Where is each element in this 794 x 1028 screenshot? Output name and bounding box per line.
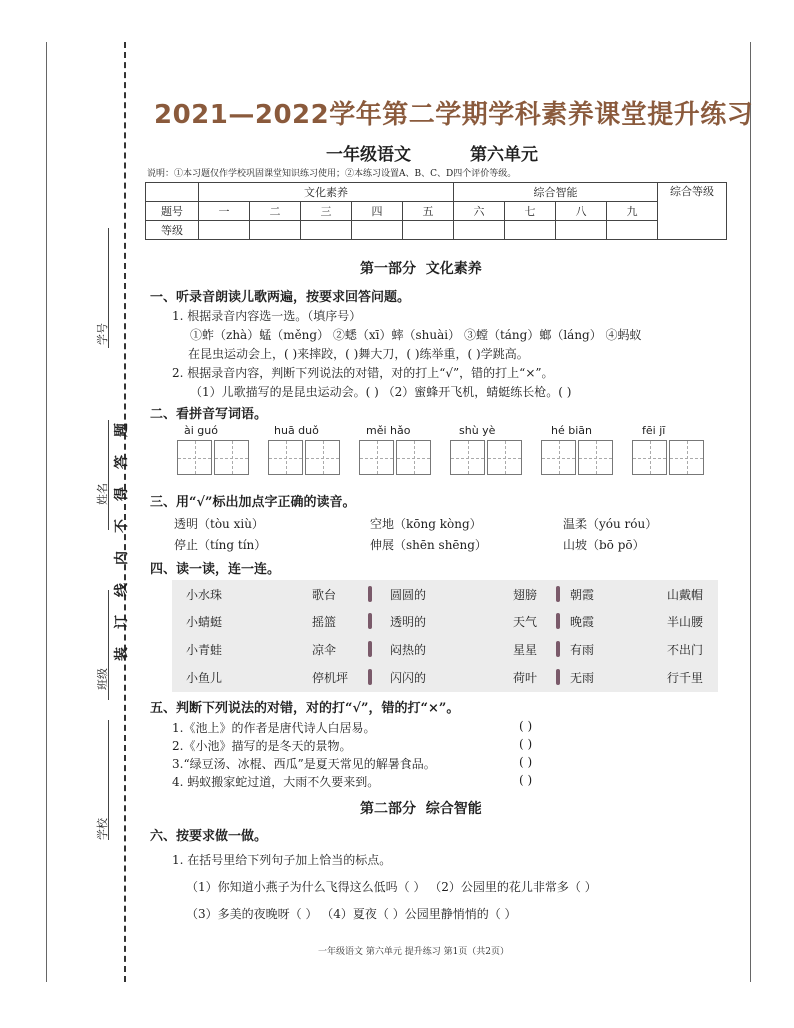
grade-cell[interactable] — [250, 221, 301, 240]
seal-char: 订 — [114, 615, 130, 629]
match-col6[interactable]: 行千里 — [667, 671, 704, 685]
match-col5[interactable]: 无雨 — [570, 671, 595, 685]
match-col4[interactable]: 天气 — [513, 615, 538, 629]
xingming-blank[interactable] — [108, 420, 109, 530]
judge-item: 4. 蚂蚁搬家蛇过道，大雨不久要来到。 — [172, 775, 380, 789]
seal-char: 线 — [114, 583, 130, 597]
writing-box[interactable] — [177, 440, 212, 475]
reading-item[interactable]: 停止（tíng tín） — [174, 538, 267, 552]
matching-area — [172, 580, 718, 692]
divider-bar — [556, 669, 560, 685]
col-num: 一 — [199, 202, 250, 221]
match-col2[interactable]: 凉伞 — [312, 643, 337, 657]
judge-paren[interactable]: ( ) — [519, 737, 533, 751]
col-num: 二 — [250, 202, 301, 221]
writing-box[interactable] — [541, 440, 576, 475]
q2-heading: 二、看拼音写词语。 — [150, 407, 268, 422]
page-footer: 一年级语文 第六单元 提升练习 第1页（共2页） — [318, 947, 510, 957]
xuexiao-label: 学校 — [96, 818, 109, 840]
row-label-dengji: 等级 — [146, 221, 199, 240]
judge-item: 2.《小池》描写的是冬天的景物。 — [172, 739, 352, 753]
q4-heading: 四、读一读，连一连。 — [150, 562, 281, 577]
match-col5[interactable]: 有雨 — [570, 643, 595, 657]
grade-cell[interactable] — [301, 221, 352, 240]
divider-bar — [368, 669, 372, 685]
match-col1[interactable]: 小青蛙 — [186, 643, 223, 657]
pinyin-1: ài guó — [184, 424, 218, 437]
pinyin-4: shù yè — [459, 424, 496, 437]
seal-char: 内 — [114, 551, 130, 565]
col-num: 八 — [556, 202, 607, 221]
banji-label: 班级 — [96, 668, 109, 690]
col-num: 七 — [505, 202, 556, 221]
reading-item[interactable]: 透明（tòu xiù） — [174, 517, 264, 531]
match-col6[interactable]: 不出门 — [667, 643, 704, 657]
group-zonghe: 综合智能 — [454, 183, 658, 202]
pinyin-5: hé biān — [551, 424, 592, 437]
grade-cell[interactable] — [505, 221, 556, 240]
col-num: 九 — [607, 202, 658, 221]
pinyin-2: huā duǒ — [274, 424, 319, 437]
seal-char: 装 — [114, 647, 130, 661]
part2-heading — [360, 798, 482, 818]
writing-box[interactable] — [669, 440, 704, 475]
xingming-label: 姓名 — [96, 483, 109, 505]
match-col6[interactable]: 半山腰 — [667, 615, 704, 629]
seal-char: 答 — [114, 455, 130, 469]
unit-name: 第六单元 — [470, 145, 538, 165]
match-col1[interactable]: 小鱼儿 — [186, 671, 223, 685]
grade-table — [145, 182, 727, 240]
part1-label: 第一部分 — [360, 261, 416, 277]
part1-heading — [360, 258, 482, 278]
match-col5[interactable]: 晚霞 — [570, 615, 595, 629]
reading-item[interactable]: 温柔（yóu róu） — [563, 517, 658, 531]
match-col1[interactable]: 小蜻蜓 — [186, 615, 223, 629]
grade-subject: 一年级语文 — [326, 145, 411, 165]
col-num: 六 — [454, 202, 505, 221]
pinyin-6: fēi jī — [642, 424, 666, 437]
q6-line1[interactable]: （1）你知道小燕子为什么飞得这么低吗（ ） （2）公园里的花儿非常多（ ） — [186, 880, 597, 894]
writing-box[interactable] — [268, 440, 303, 475]
match-col4[interactable]: 星星 — [513, 643, 538, 657]
match-col3[interactable]: 闷热的 — [390, 643, 427, 657]
judge-paren[interactable]: ( ) — [519, 755, 533, 769]
match-col6[interactable]: 山戴帽 — [667, 588, 704, 602]
q1-options: ①蚱（zhà）蜢（měng） ②蟋（xī）蟀（shuài） ③螳（táng）螂（láng） ④蚂蚁 — [190, 328, 642, 342]
part2-name: 综合智能 — [425, 801, 482, 817]
group-dengji: 综合等级 — [658, 183, 727, 240]
match-col4[interactable]: 翅膀 — [513, 588, 538, 602]
writing-box[interactable] — [214, 440, 249, 475]
grade-cell[interactable] — [556, 221, 607, 240]
grade-cell[interactable] — [607, 221, 658, 240]
exam-title: 2021—2022学年第二学期学科素养课堂提升练习 — [154, 100, 754, 130]
q6-heading: 六、按要求做一做。 — [150, 829, 268, 844]
judge-item: 3.“绿豆汤、冰棍、西瓜”是夏天常见的解暑食品。 — [172, 757, 436, 771]
writing-box[interactable] — [632, 440, 667, 475]
q3-heading: 三、用“√”标出加点字正确的读音。 — [150, 495, 356, 510]
part1-name: 文化素养 — [425, 261, 482, 277]
q1-sub1: 1. 根据录音内容选一选。（填序号） — [172, 309, 362, 323]
divider-bar — [556, 586, 560, 602]
binding-dashed-line — [124, 42, 126, 982]
judge-paren[interactable]: ( ) — [519, 719, 533, 733]
group-wenhua: 文化素养 — [199, 183, 454, 202]
q1-judge[interactable]: （1）儿歌描写的是昆虫运动会。( ) （2）蜜蜂开飞机，蜻蜓练长枪。( ) — [190, 385, 572, 399]
match-col3[interactable]: 透明的 — [390, 615, 427, 629]
match-col2[interactable]: 停机坪 — [312, 671, 349, 685]
grade-cell[interactable] — [352, 221, 403, 240]
seal-char: 不 — [114, 519, 130, 533]
match-col5[interactable]: 朝霞 — [570, 588, 595, 602]
q1-heading: 一、听录音朗读儿歌两遍，按要求回答问题。 — [150, 290, 411, 305]
xuehao-label: 学号 — [96, 323, 109, 345]
reading-item[interactable]: 空地（kōng kòng） — [370, 517, 482, 531]
divider-bar — [368, 641, 372, 657]
writing-box[interactable] — [359, 440, 394, 475]
writing-box[interactable] — [487, 440, 522, 475]
writing-box[interactable] — [450, 440, 485, 475]
divider-bar — [556, 613, 560, 629]
divider-bar — [368, 613, 372, 629]
instructions-note: 说明：①本习题仅作学校巩固课堂知识练习使用；②本练习设置A、B、C、D四个评价等级。 — [147, 169, 517, 179]
divider-bar — [368, 586, 372, 602]
divider-bar — [556, 641, 560, 657]
col-num: 五 — [403, 202, 454, 221]
match-col2[interactable]: 歌台 — [312, 588, 337, 602]
writing-box[interactable] — [305, 440, 340, 475]
reading-item[interactable]: 山坡（bō pō） — [563, 538, 645, 552]
grade-cell[interactable] — [199, 221, 250, 240]
q1-sub2: 2. 根据录音内容，判断下列说法的对错，对的打上“√”，错的打上“×”。 — [172, 366, 554, 380]
reading-item[interactable]: 伸展（shēn shēng） — [370, 538, 487, 552]
pinyin-3: měi hǎo — [366, 424, 411, 437]
seal-char: 题 — [114, 423, 130, 437]
grade-cell[interactable] — [454, 221, 505, 240]
col-num: 四 — [352, 202, 403, 221]
match-col3[interactable]: 闪闪的 — [390, 671, 427, 685]
seal-char: 得 — [114, 487, 130, 501]
writing-box[interactable] — [396, 440, 431, 475]
match-col2[interactable]: 摇篮 — [312, 615, 337, 629]
q6-sub1: 1. 在括号里给下列句子加上恰当的标点。 — [172, 853, 392, 867]
q6-line2[interactable]: （3）多美的夜晚呀（ ） （4）夏夜（ ）公园里静悄悄的（ ） — [186, 907, 517, 921]
col-num: 三 — [301, 202, 352, 221]
q5-heading: 五、判断下列说法的对错，对的打“√”，错的打“×”。 — [150, 701, 460, 716]
grade-cell[interactable] — [403, 221, 454, 240]
writing-box[interactable] — [578, 440, 613, 475]
match-col1[interactable]: 小水珠 — [186, 588, 223, 602]
row-label-tihao: 题号 — [146, 202, 199, 221]
match-col3[interactable]: 圆圆的 — [390, 588, 427, 602]
match-col4[interactable]: 荷叶 — [513, 671, 538, 685]
judge-item: 1.《池上》的作者是唐代诗人白居易。 — [172, 721, 376, 735]
judge-paren[interactable]: ( ) — [519, 773, 533, 787]
part2-label: 第二部分 — [360, 801, 416, 817]
q1-sentence[interactable]: 在昆虫运动会上，( )来摔跤，( )舞大刀，( )练举重，( )学跳高。 — [188, 347, 529, 361]
